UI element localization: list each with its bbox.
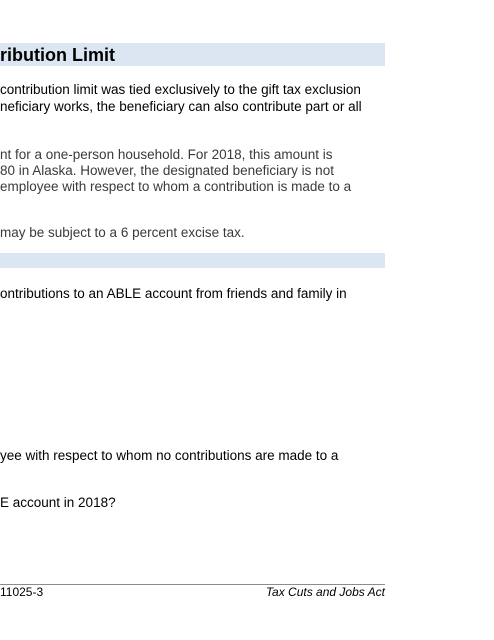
paragraph-line: nt for a one-person household. For 2018, this amount is xyxy=(0,147,333,162)
section-band xyxy=(0,253,385,268)
paragraph-line: yee with respect to whom no contributions are made to a xyxy=(0,448,339,463)
paragraph-line: neficiary works, the beneficiary can also contribute part or all xyxy=(0,99,362,114)
footer-code: 11025-3 xyxy=(0,585,44,599)
paragraph-line: may be subject to a 6 percent excise tax. xyxy=(0,225,245,240)
paragraph-line: E account in 2018? xyxy=(0,495,116,510)
paragraph-line: contribution limit was tied exclusively to the gift tax exclusion xyxy=(0,82,361,97)
paragraph-line: employee with respect to whom a contribution is made to a xyxy=(0,179,352,194)
paragraph-line: 80 in Alaska. However, the designated beneficiary is not xyxy=(0,163,334,178)
section-heading: ribution Limit xyxy=(0,45,115,65)
footer-title: Tax Cuts and Jobs Act xyxy=(265,585,385,599)
paragraph-line: ontributions to an ABLE account from friends and family in xyxy=(0,286,347,301)
